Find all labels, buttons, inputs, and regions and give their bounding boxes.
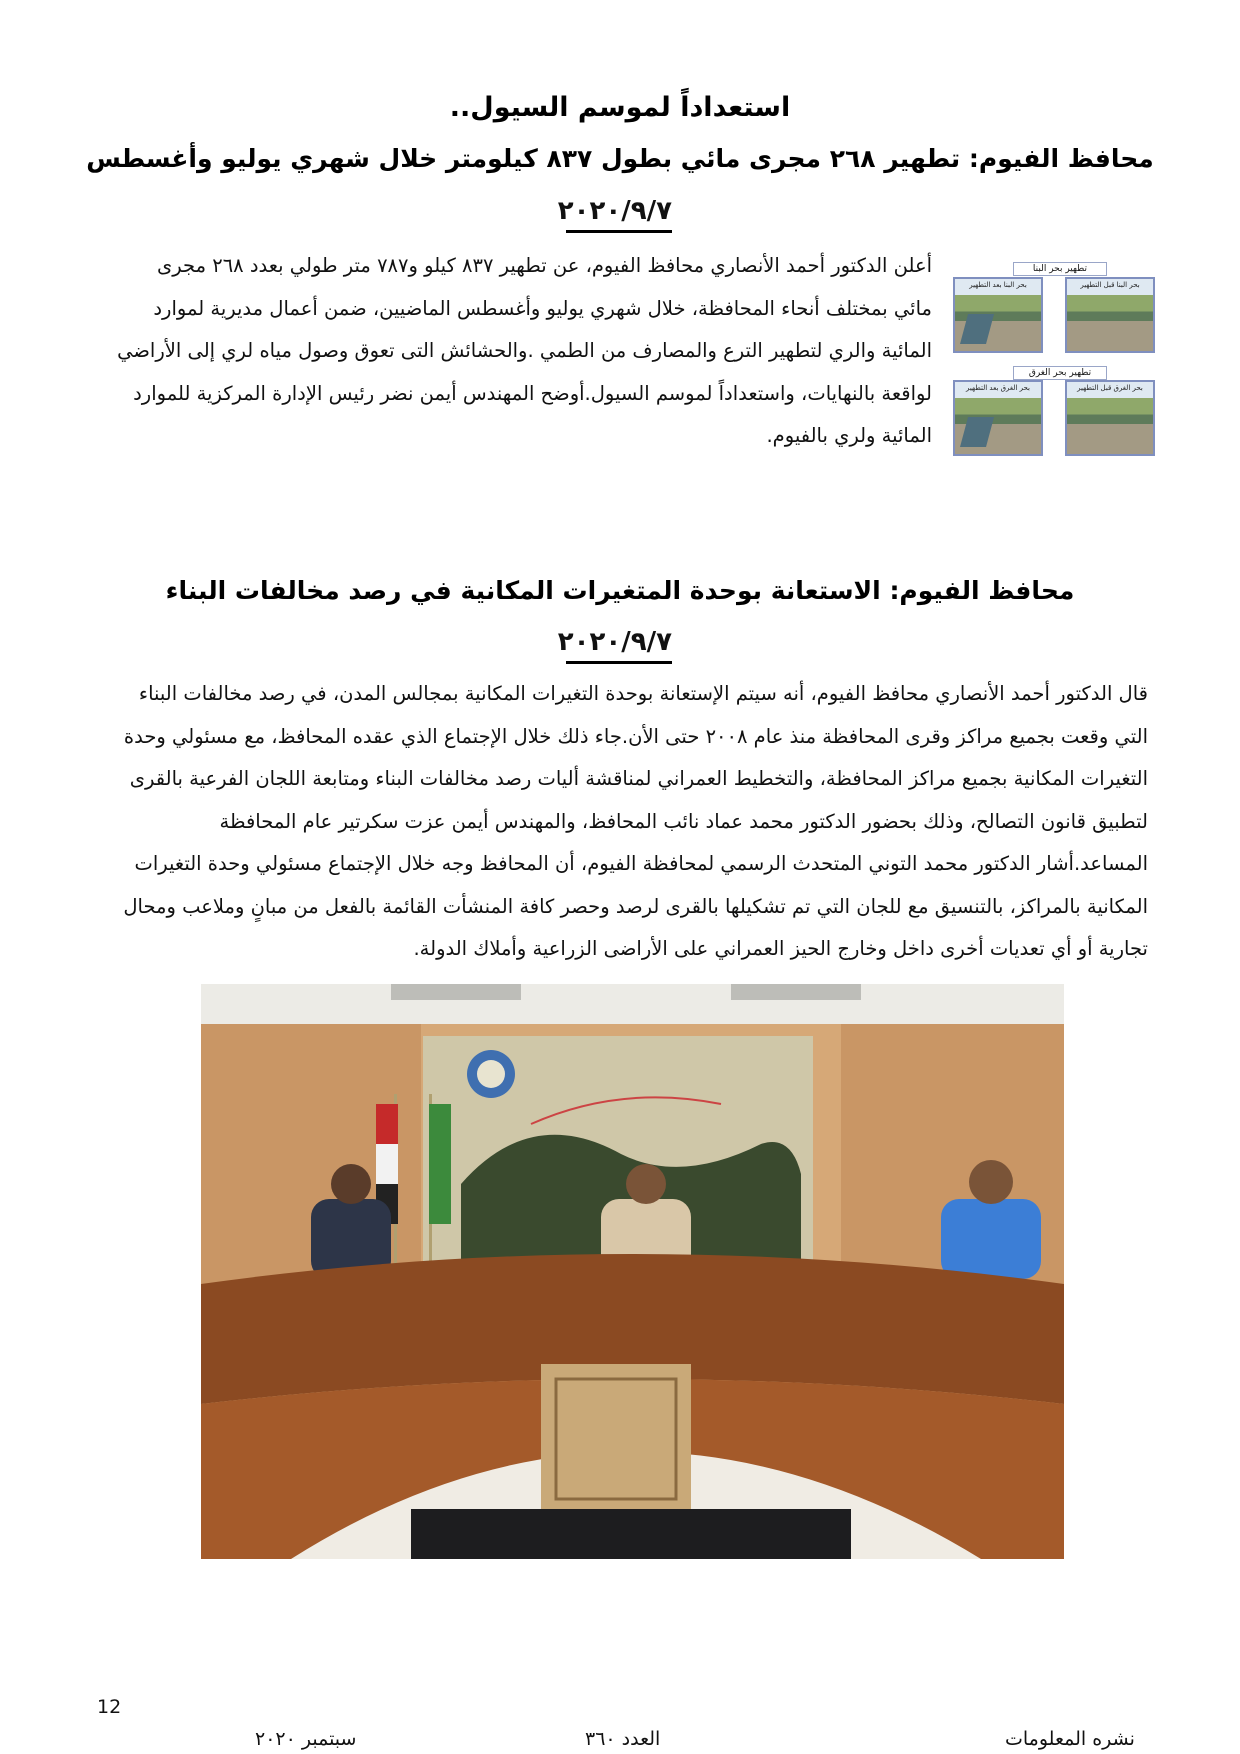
article1-line: لواقعة بالنهايات، واستعداداً لموسم السيول.أوضح المهندس أيمن نضر رئيس الإدارة المركزية للموارد xyxy=(133,381,932,405)
article2-date: ٢٠٢٠/٩/٧ xyxy=(566,627,672,664)
footer-issue: العدد ٣٦٠ xyxy=(585,1728,661,1750)
article2-body xyxy=(94,673,1148,971)
thumb-caption: بحر الغرق قبل التطهير xyxy=(1077,384,1143,392)
thumb-image xyxy=(1065,380,1155,456)
article1-body xyxy=(94,245,932,458)
thumb-group1-label: تطهير بحر البنا xyxy=(1013,262,1107,276)
article2-title: محافظ الفيوم: الاستعانة بوحدة المتغيرات المكانية في رصد مخالفات البناء xyxy=(165,576,1075,605)
article1-date: ٢٠٢٠/٩/٧ xyxy=(566,196,672,233)
thumb-image xyxy=(1065,277,1155,353)
article1-title: محافظ الفيوم: تطهير ٢٦٨ مجرى مائي بطول ٨٣٧ كيلومتر خلال شهري يوليو وأغسطس xyxy=(86,144,1154,173)
article2-line: قال الدكتور أحمد الأنصاري محافظ الفيوم، أنه سيتم الإستعانة بوحدة التغيرات المكانية بمجالس المدن، في رصد مخالفات البناء xyxy=(138,682,1148,705)
article1-kicker: استعداداً لموسم السيول.. xyxy=(449,92,791,123)
thumb-group2-label: تطهير بحر الغرق xyxy=(1013,366,1107,380)
article1-line: المائية والري لتطهير الترع والمصارف من الطمي .والحشائش التى تعوق وصول مياه لري إلى الأراضي xyxy=(117,339,932,362)
article1-line: أعلن الدكتور أحمد الأنصاري محافظ الفيوم، عن تطهير ٨٣٧ كيلو و٧٨٧ متر طولي بعدد ٢٦٨ مجرى xyxy=(156,254,932,277)
page-number: 12 xyxy=(97,1696,122,1718)
article2-line: التي وقعت بجميع مراكز وقرى المحافظة منذ عام ٢٠٠٨ حتى الأن.جاء ذلك خلال الإجتماع الذي عقده المحافظ، مع مسئولي وحدة xyxy=(123,724,1148,748)
article2-line: المساعد.أشار الدكتور محمد التوني المتحدث الرسمي لمحافظة الفيوم، أن المحافظ وجه خلال الإجتماع مسئولي وحدة التغيرات xyxy=(134,852,1148,875)
footer-publication: نشره المعلومات xyxy=(1005,1728,1135,1750)
thumb-image xyxy=(953,277,1043,353)
meeting-photo xyxy=(201,984,1064,1559)
thumb-caption: بحر الغرق بعد التطهير xyxy=(966,384,1030,392)
article1-line: مائي بمختلف أنحاء المحافظة، خلال شهري يوليو وأغسطس الماضيين، ضمن أعمال مديرية لموارد xyxy=(153,296,932,320)
thumb-caption: بحر البنا بعد التطهير xyxy=(969,281,1027,289)
article2-line: التغيرات المكانية بجميع مراكز المحافظة، والتخطيط العمراني لمناقشة أليات رصد مخالفات البناء ومتابعة اللجان الفرعية بالقرى xyxy=(129,767,1148,790)
article2-line: لتطبيق قانون التصالح، وذلك بحضور الدكتور محمد عماد نائب المحافظ، والمهندس أيمن عزت سكرتير عام المحافظة xyxy=(219,809,1148,833)
article2-line: تجارية أو أي تعديات أخرى داخل وخارج الحيز العمراني على الأراضى الزراعية وأملاك الدولة. xyxy=(413,937,1148,960)
article2-line: المكانية بالمراكز، بالتنسيق مع للجان التي تم تشكيلها بالقرى لرصد وحصر كافة المنشأت القائمة بالفعل من مبانٍ وملاعب ومحال xyxy=(123,894,1148,918)
canal-cleaning-thumbnails xyxy=(953,262,1165,457)
thumb-image xyxy=(953,380,1043,456)
footer-month: سبتمبر ٢٠٢٠ xyxy=(255,1728,357,1750)
thumb-caption: بحر البنا قبل التطهير xyxy=(1080,281,1140,289)
article1-line: المائية ولري بالفيوم. xyxy=(766,424,932,447)
